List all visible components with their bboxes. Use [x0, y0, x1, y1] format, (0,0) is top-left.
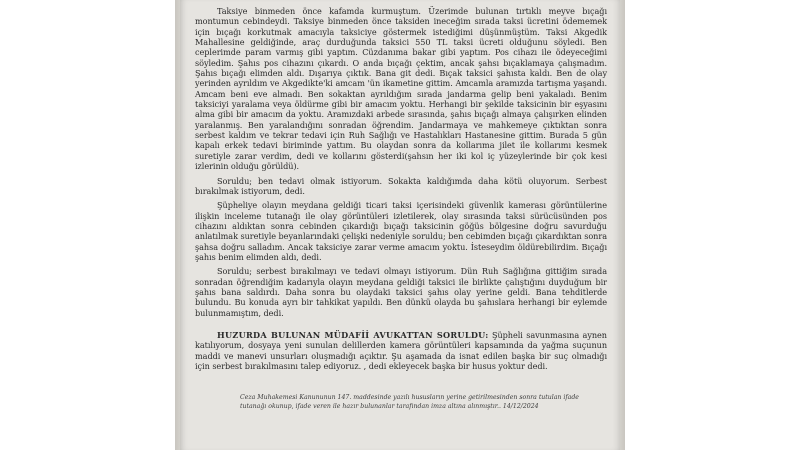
footer-line-2: tutanağı okunup, ifade veren ile hazır bulunanlar tarafından imza altına alınmıştır.. 14/12/2024	[240, 403, 539, 410]
statement-body	[195, 6, 607, 371]
scanned-document-page	[180, 0, 620, 450]
statement-paragraph-4: Soruldu; serbest bırakılmayı ve tedavi olmayı istiyorum. Dün Ruh Sağlığına gittiğim sırada sonradan öğrendiğim kadarıyla olayın meydana geldiği taksici ile birlikte çalıştığını duyduğum bir şahıs bana saldırdı. Daha sonra bu olaydaki taksici şahıs olay yerine geldi. Bana tehditlerde bulundu. Bu konuda ayrı bir tahkikat yapıldı. Ben dünkü olayda bu şahıslara herhangi bir eylemde bulunmamıştım, dedi.	[195, 266, 607, 318]
statement-paragraph-2: Soruldu; ben tedavi olmak istiyorum. Sokakta kaldığımda daha kötü oluyorum. Serbest bırakılmak istiyorum, dedi.	[195, 175, 607, 196]
defense-counsel-text: Şüpheli savunmasına aynen katılıyorum, dosyaya yeni sunulan delillerden kamera görüntüleri kapsamında da yağma suçunun maddi ve manevi unsurları oluşmadığı açıktır. Şu aşamada da isnat edilen başka bir suç olmadığı için serbest bırakılmasını talep ediyoruz. , dedi ekleyecek başka bir husus yoktur dedi.	[195, 329, 607, 371]
statement-paragraph-1: Taksiye binmeden önce kafamda kurmuştum. Üzerimde bulunan tırtıklı meyve bıçağı montumun cebindeydi. Taksiye binmeden önce taksiden ineceğim sırada taksi ücretini ödememek için bıçağı korkutmak amacıyla taksiciye göstermek istediğimi düşünmüştüm. Taksi Akgedik Mahallesine geldiğinde, araç durduğunda taksici 550 TL taksi ücreti olduğunu söyledi. Ben ceplerimde param varmış gibi yaptım. Cüzdanıma bakar gibi yaptım. Pos cihazı ile ödeyeceğimi söyledim. Şahıs pos cihazını çıkardı. O anda bıçağı çektim, ancak şahsı bıçaklamaya çalışmadım. Şahıs bıçağı elimden aldı. Dışarıya çıktık. Bana git dedi. Bıçak taksici şahısta kaldı. Ben de olay yerinden ayrıldım ve Akgedikte'ki amcam 'ün ikametine gittim. Amcamla aramızda tartışma yaşandı. Amcam beni eve almadı. Ben sokaktan ayrıldığım sırada jandarma gelip beni yakaladı. Benim taksiciyi yaralama veya öldürme gibi bir amacım yoktu. Herhangi bir şekilde taksicinin bir eşyasını alma gibi bir amacım da yoktu. Aramızdaki arbede sırasında, şahıs bıçağı almaya çalışırken elinden yaralanmış. Ben yaralandığını sonradan öğrendim. Jandarmaya ve mahkemeye çıktıktan sonra serbest kaldım ve tekrar tedavi için Ruh Sağlığı ve Hastalıkları Hastanesine gittim. Burada 5 gün kapalı erkek tedavi biriminde yattım. Bu olaydan sonra da kollarıma jilet ile kollarımı kesmek suretiyle zarar verdim, dedi ve kollarını gösterdi(şahsın her iki kol iç yüzeylerinde bir çok kesi izlerinin olduğu görüldü).	[195, 6, 607, 172]
legal-footer-note	[240, 393, 600, 411]
statement-paragraph-3: Şüpheliye olayın meydana geldiği ticari taksi içerisindeki güvenlik kamerası görüntülerine ilişkin inceleme tutanağı ile olay görüntüleri izletilerek, olay sırasında taksi sürücüsünden pos cihazını aldıktan sonra cebinden çıkardığı bıçağı taksicinin göğüs bölgesine doğru savurduğu anlatılmak suretiyle beyanlarındaki çelişki nedeniyle soruldu; ben cebimden bıçağı çıkardıktan sonra şahsa doğru salladım. Ancak taksiciye zarar verme amacım yoktu. İsteseydim öldürebilirdim. Bıçağı şahıs benim elimden aldı, dedi.	[195, 200, 607, 262]
footer-line-1: Ceza Muhakemesi Kanununun 147. maddesinde yazılı hususların yerine getirilmesinden sonra tutulan ifade	[240, 394, 579, 401]
defense-counsel-paragraph	[195, 330, 607, 371]
defense-counsel-heading: HUZURDA BULUNAN MÜDAFİİ AVUKATTAN SORULDU:	[217, 329, 489, 340]
